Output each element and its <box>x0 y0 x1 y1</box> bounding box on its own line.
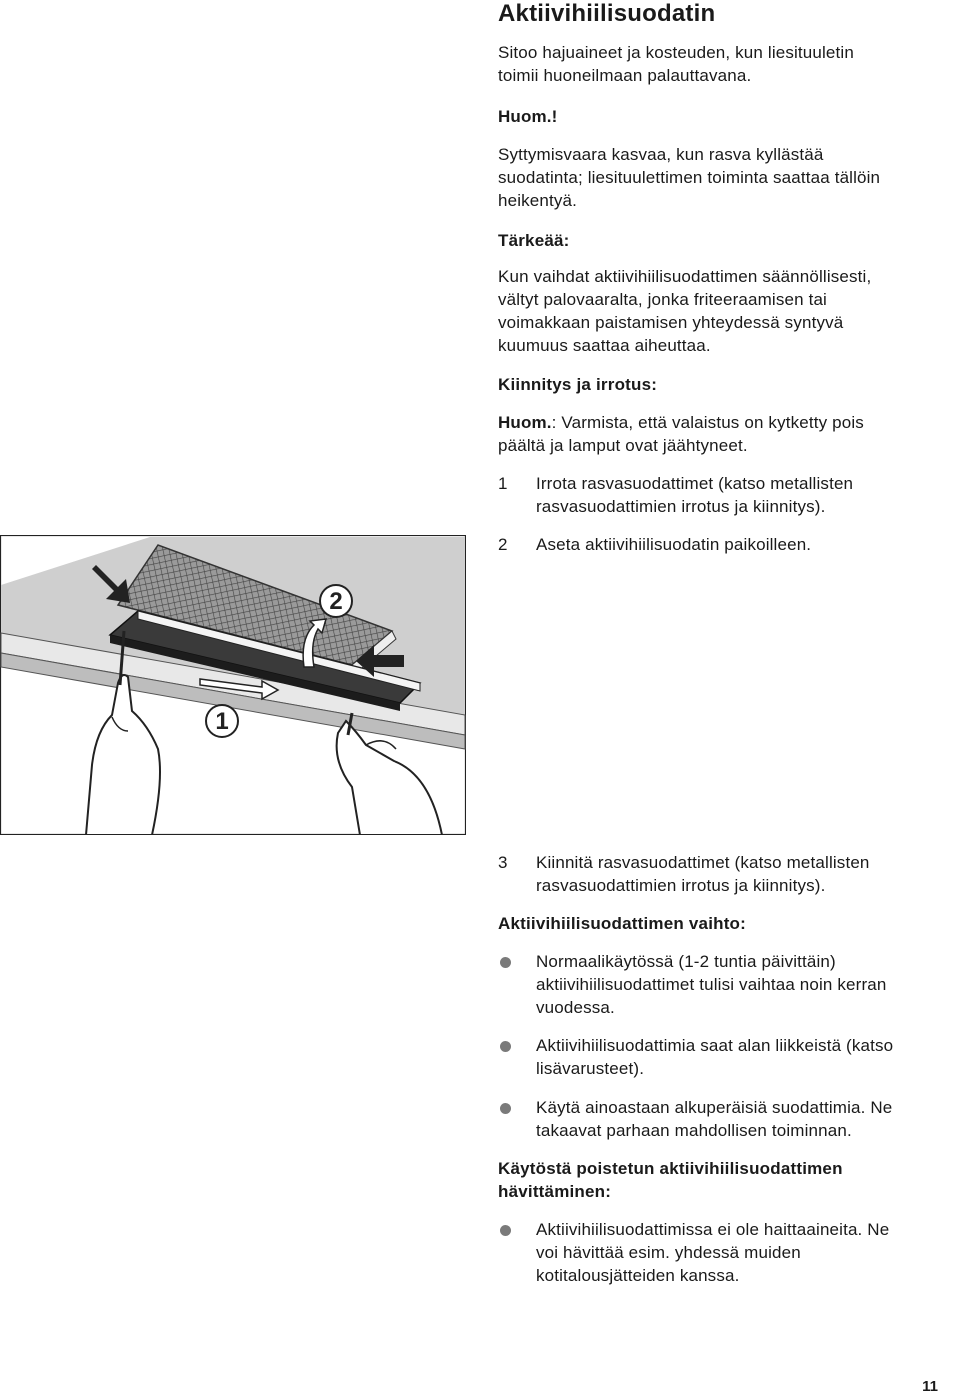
page-title: Aktiivihiilisuodatin <box>498 0 716 27</box>
bullet-icon <box>500 1225 511 1236</box>
step-1-label: 1 <box>215 708 229 735</box>
step-number: 1 <box>498 474 508 493</box>
note-label: Huom.! <box>498 107 558 126</box>
important-paragraph: Kun vaihdat aktiivihiilisuodattimen säännöllisesti, vältyt palovaaralta, jonka friteeraamisen tai voimakkaan paistamisen yhteydessä syntyvä kuumuus saattaa aiheuttaa. <box>498 267 872 355</box>
intro-paragraph: Sitoo hajuaineet ja kosteuden, kun liesituuletin toimii huoneilmaan palauttavana. <box>498 43 854 85</box>
step-number: 3 <box>498 853 508 872</box>
mount-note: Huom.: Varmista, että valaistus on kytketty pois päältä ja lamput ovat jäähtyneet. <box>498 413 864 455</box>
filter-installation-illustration <box>0 535 466 835</box>
bullet-icon <box>500 1041 511 1052</box>
step-2-label: 2 <box>329 588 343 615</box>
important-label: Tärkeää: <box>498 231 570 250</box>
step-number: 2 <box>498 535 508 554</box>
mount-note-label: Huom. <box>498 413 552 432</box>
replace-heading: Aktiivihiilisuodattimen vaihto: <box>498 914 747 933</box>
disposal-heading: Käytöstä poistetun aktiivihiilisuodattimen hävittäminen: <box>498 1159 843 1201</box>
bullet-icon <box>500 957 511 968</box>
bullet-icon <box>500 1103 511 1114</box>
mount-heading: Kiinnitys ja irrotus: <box>498 375 658 394</box>
note-paragraph: Syttymisvaara kasvaa, kun rasva kyllästää suodatinta; liesituulettimen toiminta saattaa tällöin heikentyä. <box>498 145 881 210</box>
page-number: 11 <box>922 1378 938 1395</box>
